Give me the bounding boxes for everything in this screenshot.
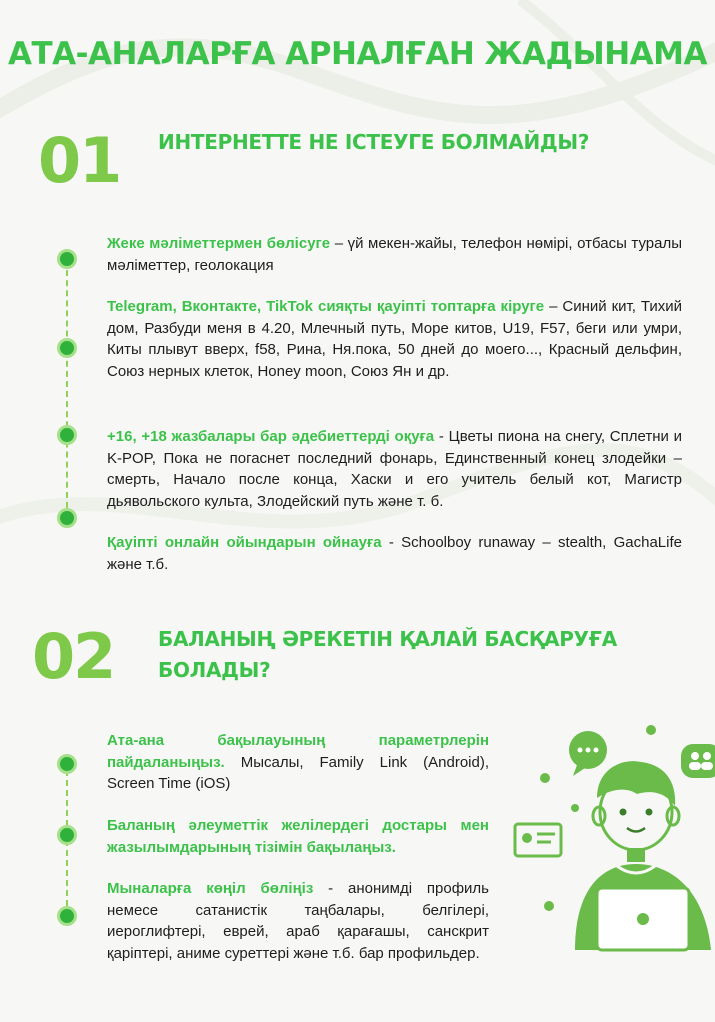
list-item: [107, 815, 489, 858]
list-item: [107, 878, 489, 964]
laptop-icon: [597, 888, 689, 950]
timeline-dot: [57, 425, 77, 445]
timeline-dot: [57, 754, 77, 774]
child-laptop-illustration: [505, 720, 715, 960]
id-card-icon: [515, 824, 561, 856]
section-number: 02: [32, 620, 115, 693]
item-highlight: Мыналарға көңіл бөліңіз: [107, 880, 314, 897]
item-text: - анонимді профиль немесе сатанистік таңбалары, белгілері, иероглифтері, еврей, араб қарағашы, санскрит қаріптері, аниме суреттері және т.б. бар профильдер.: [107, 880, 489, 962]
item-highlight: Баланың әлеуметтік желілердегі достары мен жазылымдарының тізімін бақылаңыз.: [107, 817, 489, 856]
list-item: [107, 296, 682, 382]
item-highlight: Қауіпті онлайн ойындарын ойнауға: [107, 534, 382, 551]
list-item: [107, 730, 489, 795]
item-highlight: +16, +18 жазбалары бар әдебиеттерді оқуға: [107, 428, 435, 445]
item-highlight: Жеке мәліметтермен бөлісуге: [107, 235, 331, 252]
item-text: Мысалы, Family Link (Android), Screen Time (iOS): [107, 753, 489, 792]
item-text: – үй мекен-жайы, телефон нөмірі, отбасы туралы мәліметтер, геолокация: [107, 235, 683, 274]
timeline-dot: [57, 338, 77, 358]
list-item: [107, 426, 682, 512]
item-highlight: Telegram, Вконтакте, TikTok сияқты қауіпті топтарға кіруге: [107, 298, 545, 315]
speech-bubble-people-icon: [681, 744, 715, 778]
timeline-line: [66, 260, 68, 518]
item-text: – Синий кит, Тихий дом, Разбуди меня в 4.20, Млечный путь, Море китов, U19, F57, беги или умри, Киты плывут вверх, f58, Рина, Ня.пока, 50 дней до моего..., Красный дельфин, Союз нерных клеток, Honey moon, Союз Ян и др.: [107, 298, 682, 380]
item-highlight: Ата-ана бақылауының параметрлерін пайдаланыңыз.: [107, 732, 489, 771]
item-text: - Цветы пиона на снегу, Сплетни и K-POP, Пока не погаснет последний фонарь, Единственный конец злодейки – смерть, Начало после конца, Хаски и его учитель белый кот, Магистр дьявольского культа, Злодейский путь және т. б.: [107, 428, 682, 510]
list-item: [107, 532, 682, 575]
timeline-dot: [57, 825, 77, 845]
section-heading: [158, 624, 617, 686]
speech-bubble-dots-icon: [569, 731, 607, 776]
timeline-dot: [57, 906, 77, 926]
section-number: 01: [38, 124, 121, 197]
section-heading-line: БОЛАДЫ?: [158, 658, 271, 682]
item-text: - Schoolboy runaway – stealth, GachaLife және т.б.: [107, 534, 682, 573]
section-heading: ИНТЕРНЕТТЕ НЕ ІСТЕУГЕ БОЛМАЙДЫ?: [158, 130, 590, 154]
page-title: АТА-АНАЛАРҒА АРНАЛҒАН ЖАДЫНАМА: [8, 36, 707, 72]
timeline-dot: [57, 508, 77, 528]
list-item: [107, 233, 682, 276]
timeline-dot: [57, 249, 77, 269]
section-heading-line: БАЛАНЫҢ ӘРЕКЕТІН ҚАЛАЙ БАСҚАРУҒА: [158, 627, 617, 651]
